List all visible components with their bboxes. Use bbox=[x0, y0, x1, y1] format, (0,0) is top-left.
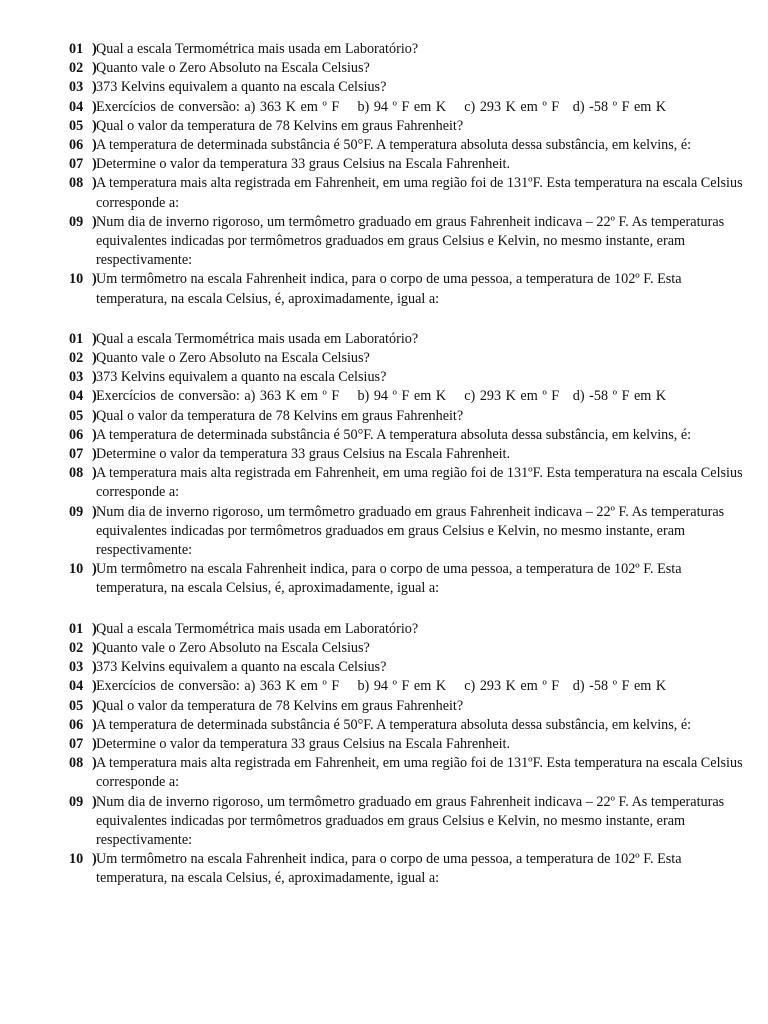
question-number: 03 bbox=[69, 369, 84, 386]
question-block-1 bbox=[69, 40, 749, 309]
question-number: 02 bbox=[69, 60, 84, 77]
question-text: Quanto vale o Zero Absoluto na Escala Celsius? bbox=[96, 60, 370, 77]
question-text: Qual o valor da temperatura de 78 Kelvins em graus Fahrenheit? bbox=[96, 697, 464, 714]
question-item: 09 ) Num dia de inverno rigoroso, um termômetro graduado em graus Fahrenheit indicava – 22º F. As temperaturas equivalentes indicadas por termômetros graduados em graus Celsius e Kelvin, no mesmo instante, eram respectivamente: bbox=[69, 503, 749, 561]
question-item: 08 ) A temperatura mais alta registrada em Fahrenheit, em uma região foi de 131ºF. Esta temperatura na escala Celsius corresponde a: bbox=[69, 174, 749, 212]
question-text: Determine o valor da temperatura 33 graus Celsius na Escala Fahrenheit. bbox=[96, 156, 511, 173]
question-number: 08 bbox=[69, 755, 84, 772]
question-number: 06 bbox=[69, 137, 84, 154]
question-text: Qual a escala Termométrica mais usada em Laboratório? bbox=[96, 41, 419, 57]
question-number: 04 bbox=[69, 388, 84, 405]
question-text: 373 Kelvins equivalem a quanto na escala Celsius? bbox=[96, 659, 387, 676]
question-item: 06 ) A temperatura de determinada substância é 50°F. A temperatura absoluta dessa substância, em kelvins, é: bbox=[69, 716, 749, 735]
question-number: 01 bbox=[69, 41, 84, 57]
question-text: Qual o valor da temperatura de 78 Kelvins em graus Fahrenheit? bbox=[96, 117, 464, 134]
question-text: A temperatura mais alta registrada em Fahrenheit, em uma região foi de 131ºF. Esta temperatura na escala Celsius corresponde a: bbox=[96, 465, 743, 501]
question-item: 02 ) Quanto vale o Zero Absoluto na Escala Celsius? bbox=[69, 639, 749, 658]
question-number: 10 bbox=[69, 271, 84, 288]
question-number: 02 bbox=[69, 639, 84, 656]
question-text: Num dia de inverno rigoroso, um termômetro graduado em graus Fahrenheit indicava – 22º F. As temperaturas equivalentes indicadas por termômetros graduados em graus Celsius e Kelvin, no mesmo instante, eram respectivamente: bbox=[96, 793, 725, 848]
question-text: A temperatura de determinada substância é 50°F. A temperatura absoluta dessa substância, em kelvins, é: bbox=[96, 137, 692, 154]
question-number: 03 bbox=[69, 659, 84, 676]
question-number: 06 bbox=[69, 716, 84, 733]
question-text: Num dia de inverno rigoroso, um termômetro graduado em graus Fahrenheit indicava – 22º F. As temperaturas equivalentes indicadas por termômetros graduados em graus Celsius e Kelvin, no mesmo instante, eram respectivamente: bbox=[96, 213, 725, 269]
question-text: 373 Kelvins equivalem a quanto na escala Celsius? bbox=[96, 369, 387, 386]
question-item: 01 ) Qual a escala Termométrica mais usada em Laboratório? bbox=[69, 330, 749, 349]
question-item: 09 ) Num dia de inverno rigoroso, um termômetro graduado em graus Fahrenheit indicava – 22º F. As temperaturas equivalentes indicadas por termômetros graduados em graus Celsius e Kelvin, no mesmo instante, eram respectivamente: bbox=[69, 213, 749, 271]
question-text: Exercícios de conversão: a) 363 K em º F b) 94 º F em K c) 293 K em º F d) -58 º F em K bbox=[96, 678, 667, 695]
question-text: Quanto vale o Zero Absoluto na Escala Celsius? bbox=[96, 639, 370, 656]
question-number: 06 bbox=[69, 426, 84, 443]
question-number: 10 bbox=[69, 561, 84, 578]
question-text: A temperatura de determinada substância é 50°F. A temperatura absoluta dessa substância, em kelvins, é: bbox=[96, 716, 692, 733]
question-item: 05 ) Qual o valor da temperatura de 78 Kelvins em graus Fahrenheit? bbox=[69, 697, 749, 716]
question-number: 10 bbox=[69, 851, 84, 868]
question-text: Qual a escala Termométrica mais usada em Laboratório? bbox=[96, 330, 419, 347]
question-item: 04 ) Exercícios de conversão: a) 363 K em º F b) 94 º F em K c) 293 K em º F d) -58 º F em K bbox=[69, 677, 749, 696]
question-number: 04 bbox=[69, 678, 84, 695]
question-item: 07 ) Determine o valor da temperatura 33 graus Celsius na Escala Fahrenheit. bbox=[69, 155, 749, 174]
question-text: Um termômetro na escala Fahrenheit indica, para o corpo de uma pessoa, a temperatura de 102º F. Esta temperatura, na escala Celsius, é, aproximadamente, igual a: bbox=[96, 561, 682, 597]
question-item: 06 ) A temperatura de determinada substância é 50°F. A temperatura absoluta dessa substância, em kelvins, é: bbox=[69, 136, 749, 155]
question-number: 08 bbox=[69, 175, 84, 192]
question-item: 05 ) Qual o valor da temperatura de 78 Kelvins em graus Fahrenheit? bbox=[69, 117, 749, 136]
question-number: 07 bbox=[69, 156, 84, 173]
question-text: Num dia de inverno rigoroso, um termômetro graduado em graus Fahrenheit indicava – 22º F. As temperaturas equivalentes indicadas por termômetros graduados em graus Celsius e Kelvin, no mesmo instante, eram respectivamente: bbox=[96, 503, 725, 559]
question-number: 01 bbox=[69, 330, 84, 347]
question-item: 09 ) Num dia de inverno rigoroso, um termômetro graduado em graus Fahrenheit indicava – 22º F. As temperaturas equivalentes indicadas por termômetros graduados em graus Celsius e Kelvin, no mesmo instante, eram respectivamente: bbox=[69, 793, 749, 851]
question-number: 02 bbox=[69, 350, 84, 367]
question-number: 07 bbox=[69, 735, 84, 752]
question-text: A temperatura mais alta registrada em Fahrenheit, em uma região foi de 131ºF. Esta temperatura na escala Celsius corresponde a: bbox=[96, 755, 743, 791]
question-text: A temperatura mais alta registrada em Fahrenheit, em uma região foi de 131ºF. Esta temperatura na escala Celsius corresponde a: bbox=[96, 175, 743, 211]
question-text: Exercícios de conversão: a) 363 K em º F b) 94 º F em K c) 293 K em º F d) -58 º F em K bbox=[96, 388, 667, 405]
question-item: 08 ) A temperatura mais alta registrada em Fahrenheit, em uma região foi de 131ºF. Esta temperatura na escala Celsius corresponde a: bbox=[69, 464, 749, 502]
question-item: 02 ) Quanto vale o Zero Absoluto na Escala Celsius? bbox=[69, 59, 749, 78]
question-item: 05 ) Qual o valor da temperatura de 78 Kelvins em graus Fahrenheit? bbox=[69, 407, 749, 426]
worksheet-page bbox=[69, 40, 749, 889]
question-number: 07 bbox=[69, 446, 84, 463]
question-text: Um termômetro na escala Fahrenheit indica, para o corpo de uma pessoa, a temperatura de 102º F. Esta temperatura, na escala Celsius, é, aproximadamente, igual a: bbox=[96, 851, 682, 887]
question-item: 10 ) Um termômetro na escala Fahrenheit indica, para o corpo de uma pessoa, a temperatura de 102º F. Esta temperatura, na escala Celsius, é, aproximadamente, igual a: bbox=[69, 270, 749, 308]
question-item: 01 ) Qual a escala Termométrica mais usada em Laboratório? bbox=[69, 620, 749, 639]
question-text: Exercícios de conversão: a) 363 K em º F b) 94 º F em K c) 293 K em º F d) -58 º F em K bbox=[96, 98, 667, 115]
question-number: 08 bbox=[69, 465, 84, 482]
question-item: 10 ) Um termômetro na escala Fahrenheit indica, para o corpo de uma pessoa, a temperatura de 102º F. Esta temperatura, na escala Celsius, é, aproximadamente, igual a: bbox=[69, 850, 749, 888]
question-block-3 bbox=[69, 620, 749, 889]
question-number: 05 bbox=[69, 697, 84, 714]
question-text: Qual o valor da temperatura de 78 Kelvins em graus Fahrenheit? bbox=[96, 407, 464, 424]
question-number: 01 bbox=[69, 620, 84, 637]
question-number: 09 bbox=[69, 213, 84, 230]
question-number: 09 bbox=[69, 793, 84, 810]
question-block-2 bbox=[69, 330, 749, 599]
question-text: Determine o valor da temperatura 33 graus Celsius na Escala Fahrenheit. bbox=[96, 446, 511, 463]
question-item: 06 ) A temperatura de determinada substância é 50°F. A temperatura absoluta dessa substância, em kelvins, é: bbox=[69, 426, 749, 445]
question-number: 09 bbox=[69, 503, 84, 520]
question-item: 03 ) 373 Kelvins equivalem a quanto na escala Celsius? bbox=[69, 368, 749, 387]
question-number: 05 bbox=[69, 407, 84, 424]
question-text: A temperatura de determinada substância é 50°F. A temperatura absoluta dessa substância, em kelvins, é: bbox=[96, 426, 692, 443]
question-item: 02 ) Quanto vale o Zero Absoluto na Escala Celsius? bbox=[69, 349, 749, 368]
question-text: Qual a escala Termométrica mais usada em Laboratório? bbox=[96, 620, 419, 637]
question-item: 01 ) Qual a escala Termométrica mais usada em Laboratório? bbox=[69, 40, 749, 59]
question-item: 03 ) 373 Kelvins equivalem a quanto na escala Celsius? bbox=[69, 658, 749, 677]
question-item: 07 ) Determine o valor da temperatura 33 graus Celsius na Escala Fahrenheit. bbox=[69, 445, 749, 464]
question-number: 03 bbox=[69, 79, 84, 96]
question-text: Determine o valor da temperatura 33 graus Celsius na Escala Fahrenheit. bbox=[96, 735, 511, 752]
question-item: 04 ) Exercícios de conversão: a) 363 K em º F b) 94 º F em K c) 293 K em º F d) -58 º F em K bbox=[69, 387, 749, 406]
question-number: 05 bbox=[69, 117, 84, 134]
question-number: 04 bbox=[69, 98, 84, 115]
question-text: Quanto vale o Zero Absoluto na Escala Celsius? bbox=[96, 350, 370, 367]
question-item: 04 ) Exercícios de conversão: a) 363 K em º F b) 94 º F em K c) 293 K em º F d) -58 º F em K bbox=[69, 98, 749, 117]
question-text: 373 Kelvins equivalem a quanto na escala Celsius? bbox=[96, 79, 387, 96]
question-item: 08 ) A temperatura mais alta registrada em Fahrenheit, em uma região foi de 131ºF. Esta temperatura na escala Celsius corresponde a: bbox=[69, 754, 749, 792]
question-item: 10 ) Um termômetro na escala Fahrenheit indica, para o corpo de uma pessoa, a temperatura de 102º F. Esta temperatura, na escala Celsius, é, aproximadamente, igual a: bbox=[69, 560, 749, 598]
question-text: Um termômetro na escala Fahrenheit indica, para o corpo de uma pessoa, a temperatura de 102º F. Esta temperatura, na escala Celsius, é, aproximadamente, igual a: bbox=[96, 271, 682, 307]
question-item: 07 ) Determine o valor da temperatura 33 graus Celsius na Escala Fahrenheit. bbox=[69, 735, 749, 754]
question-item: 03 ) 373 Kelvins equivalem a quanto na escala Celsius? bbox=[69, 78, 749, 97]
